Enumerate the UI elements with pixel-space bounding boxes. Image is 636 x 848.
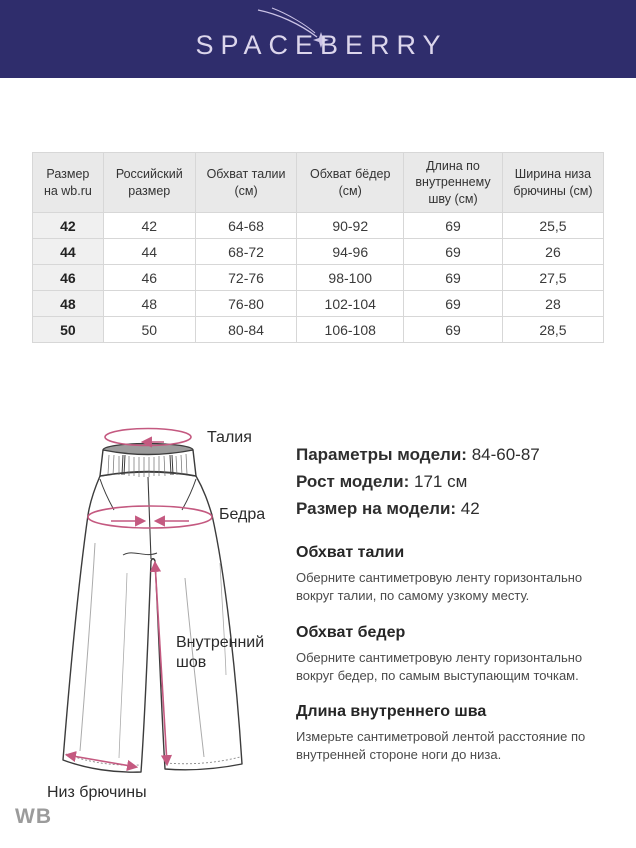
- cell: 28,5: [502, 317, 603, 343]
- col-header-hips: Обхват бёдер (см): [297, 153, 404, 213]
- cell: 50: [103, 317, 195, 343]
- cell: 48: [103, 291, 195, 317]
- hips-label: Бедра: [219, 506, 266, 523]
- instruction-text: Измерьте сантиметровой лентой расстояние по внутренней стороне ноги до низа.: [296, 729, 586, 762]
- cell: 69: [404, 213, 503, 239]
- cell: 28: [502, 291, 603, 317]
- cell: 68-72: [195, 239, 297, 265]
- cell: 76-80: [195, 291, 297, 317]
- instruction-text: Оберните сантиметровую ленту горизонтально вокруг талии, по самому узкому месту.: [296, 570, 583, 603]
- col-header-wb-size: Размер на wb.ru: [33, 153, 104, 213]
- cell: 69: [404, 317, 503, 343]
- instruction-title: Обхват талии: [296, 544, 405, 561]
- cell: 25,5: [502, 213, 603, 239]
- instruction-title: Длина внутреннего шва: [296, 703, 487, 720]
- size-table: [32, 152, 604, 343]
- col-header-inseam: Длина по внутреннему шву (см): [404, 153, 503, 213]
- cell: 64-68: [195, 213, 297, 239]
- size-cell: 42: [33, 213, 104, 239]
- size-cell: 50: [33, 317, 104, 343]
- model-size-value: 42: [460, 499, 480, 518]
- cell: 94-96: [297, 239, 404, 265]
- instruction-title: Обхват бедер: [296, 624, 406, 641]
- cell: 106-108: [297, 317, 404, 343]
- col-header-hem-width: Ширина низа брючины (см): [502, 153, 603, 213]
- model-size-line: [296, 495, 610, 522]
- model-params-label: Параметры модели:: [296, 445, 467, 464]
- instruction-waist: [296, 544, 610, 604]
- info-panel: [296, 441, 610, 763]
- cell: 69: [404, 265, 503, 291]
- col-header-waist: Обхват талии (см): [195, 153, 297, 213]
- cell: 69: [404, 291, 503, 317]
- model-size-label: Размер на модели:: [296, 499, 457, 518]
- cell: 98-100: [297, 265, 404, 291]
- size-cell: 48: [33, 291, 104, 317]
- table-row: [33, 213, 604, 239]
- wb-watermark: WB: [15, 805, 52, 828]
- model-height-label: Рост модели:: [296, 472, 410, 491]
- table-row: [33, 291, 604, 317]
- cell: 27,5: [502, 265, 603, 291]
- model-height-line: [296, 468, 610, 495]
- cell: 90-92: [297, 213, 404, 239]
- instruction-text: Оберните сантиметровую ленту горизонтально вокруг бедер, по самым выступающим точкам.: [296, 650, 583, 683]
- cell: 44: [103, 239, 195, 265]
- brand-logo: SPACEBERRY: [195, 30, 448, 60]
- cell: 72-76: [195, 265, 297, 291]
- col-header-ru-size: Российский размер: [103, 153, 195, 213]
- size-table-header-row: [33, 153, 604, 213]
- inseam-label: Внутренний шов: [176, 634, 265, 671]
- cell: 80-84: [195, 317, 297, 343]
- size-cell: 46: [33, 265, 104, 291]
- table-row: [33, 317, 604, 343]
- instruction-hips: [296, 624, 610, 684]
- pants-technical-drawing: [35, 413, 305, 788]
- cell: 26: [502, 239, 603, 265]
- cell: 102-104: [297, 291, 404, 317]
- model-params-value: 84-60-87: [471, 445, 540, 464]
- cell: 42: [103, 213, 195, 239]
- table-row: [33, 265, 604, 291]
- brand-header: [0, 0, 636, 78]
- cell: 69: [404, 239, 503, 265]
- waist-label: Талия: [207, 429, 252, 446]
- hem-label: Низ брючины: [47, 784, 147, 801]
- model-params-line: [296, 441, 610, 468]
- size-cell: 44: [33, 239, 104, 265]
- cell: 46: [103, 265, 195, 291]
- instruction-inseam: [296, 703, 610, 763]
- table-row: [33, 239, 604, 265]
- model-height-value: 171 см: [413, 472, 468, 491]
